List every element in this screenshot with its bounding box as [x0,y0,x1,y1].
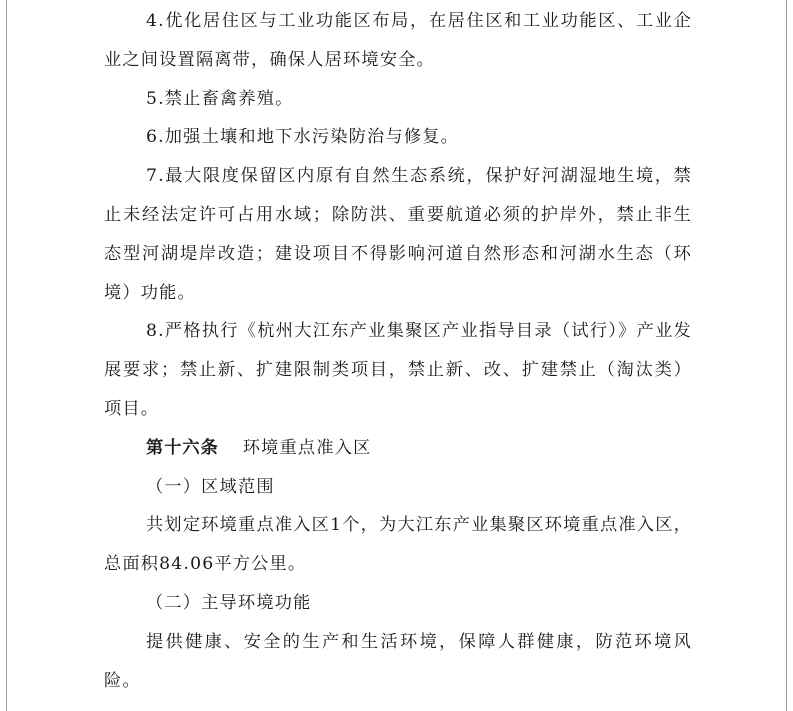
section-heading-function [104,584,692,623]
page-border-left [6,0,7,711]
paragraph-item-8: 8.严格执行《杭州大江东产业集聚区产业指导目录（试行）》产业发展要求；禁止新、扩建限制类项目，禁止新、改、扩建禁止（淘汰类）项目。 [104,321,692,419]
paragraph-item-4: 4.优化居住区与工业功能区布局，在居住区和工业功能区、工业企业之间设置隔离带，确保人居环境安全。 [104,11,692,70]
article-title: 环境重点准入区 [242,437,372,458]
paragraph-item-6: 6.加强土壤和地下水污染防治与修复。 [146,127,460,148]
article-number: 第十六条 [146,437,219,458]
section-scope-text: 共划定环境重点准入区1个，为大江东产业集聚区环境重点准入区，总面积84.06平方公里。 [104,515,692,575]
document-body [104,2,692,700]
paragraph-item-5: 5.禁止畜禽养殖。 [146,88,294,109]
section-heading-function-text: （二）主导环境功能 [146,592,312,613]
section-heading-scope [104,468,692,507]
section-heading-scope-text: （一）区域范围 [146,476,275,497]
section-function-text: 提供健康、安全的生产和生活环境，保障人群健康，防范环境风险。 [104,631,692,691]
article-heading [104,429,692,468]
page-border-right [786,0,787,711]
paragraph-item-7: 7.最大限度保留区内原有自然生态系统，保护好河湖湿地生境，禁止未经法定许可占用水域；除防洪、重要航道必须的护岸外，禁止非生态型河湖堤岸改造；建设项目不得影响河道自然形态和河湖水生态（环境）功能。 [104,166,692,303]
